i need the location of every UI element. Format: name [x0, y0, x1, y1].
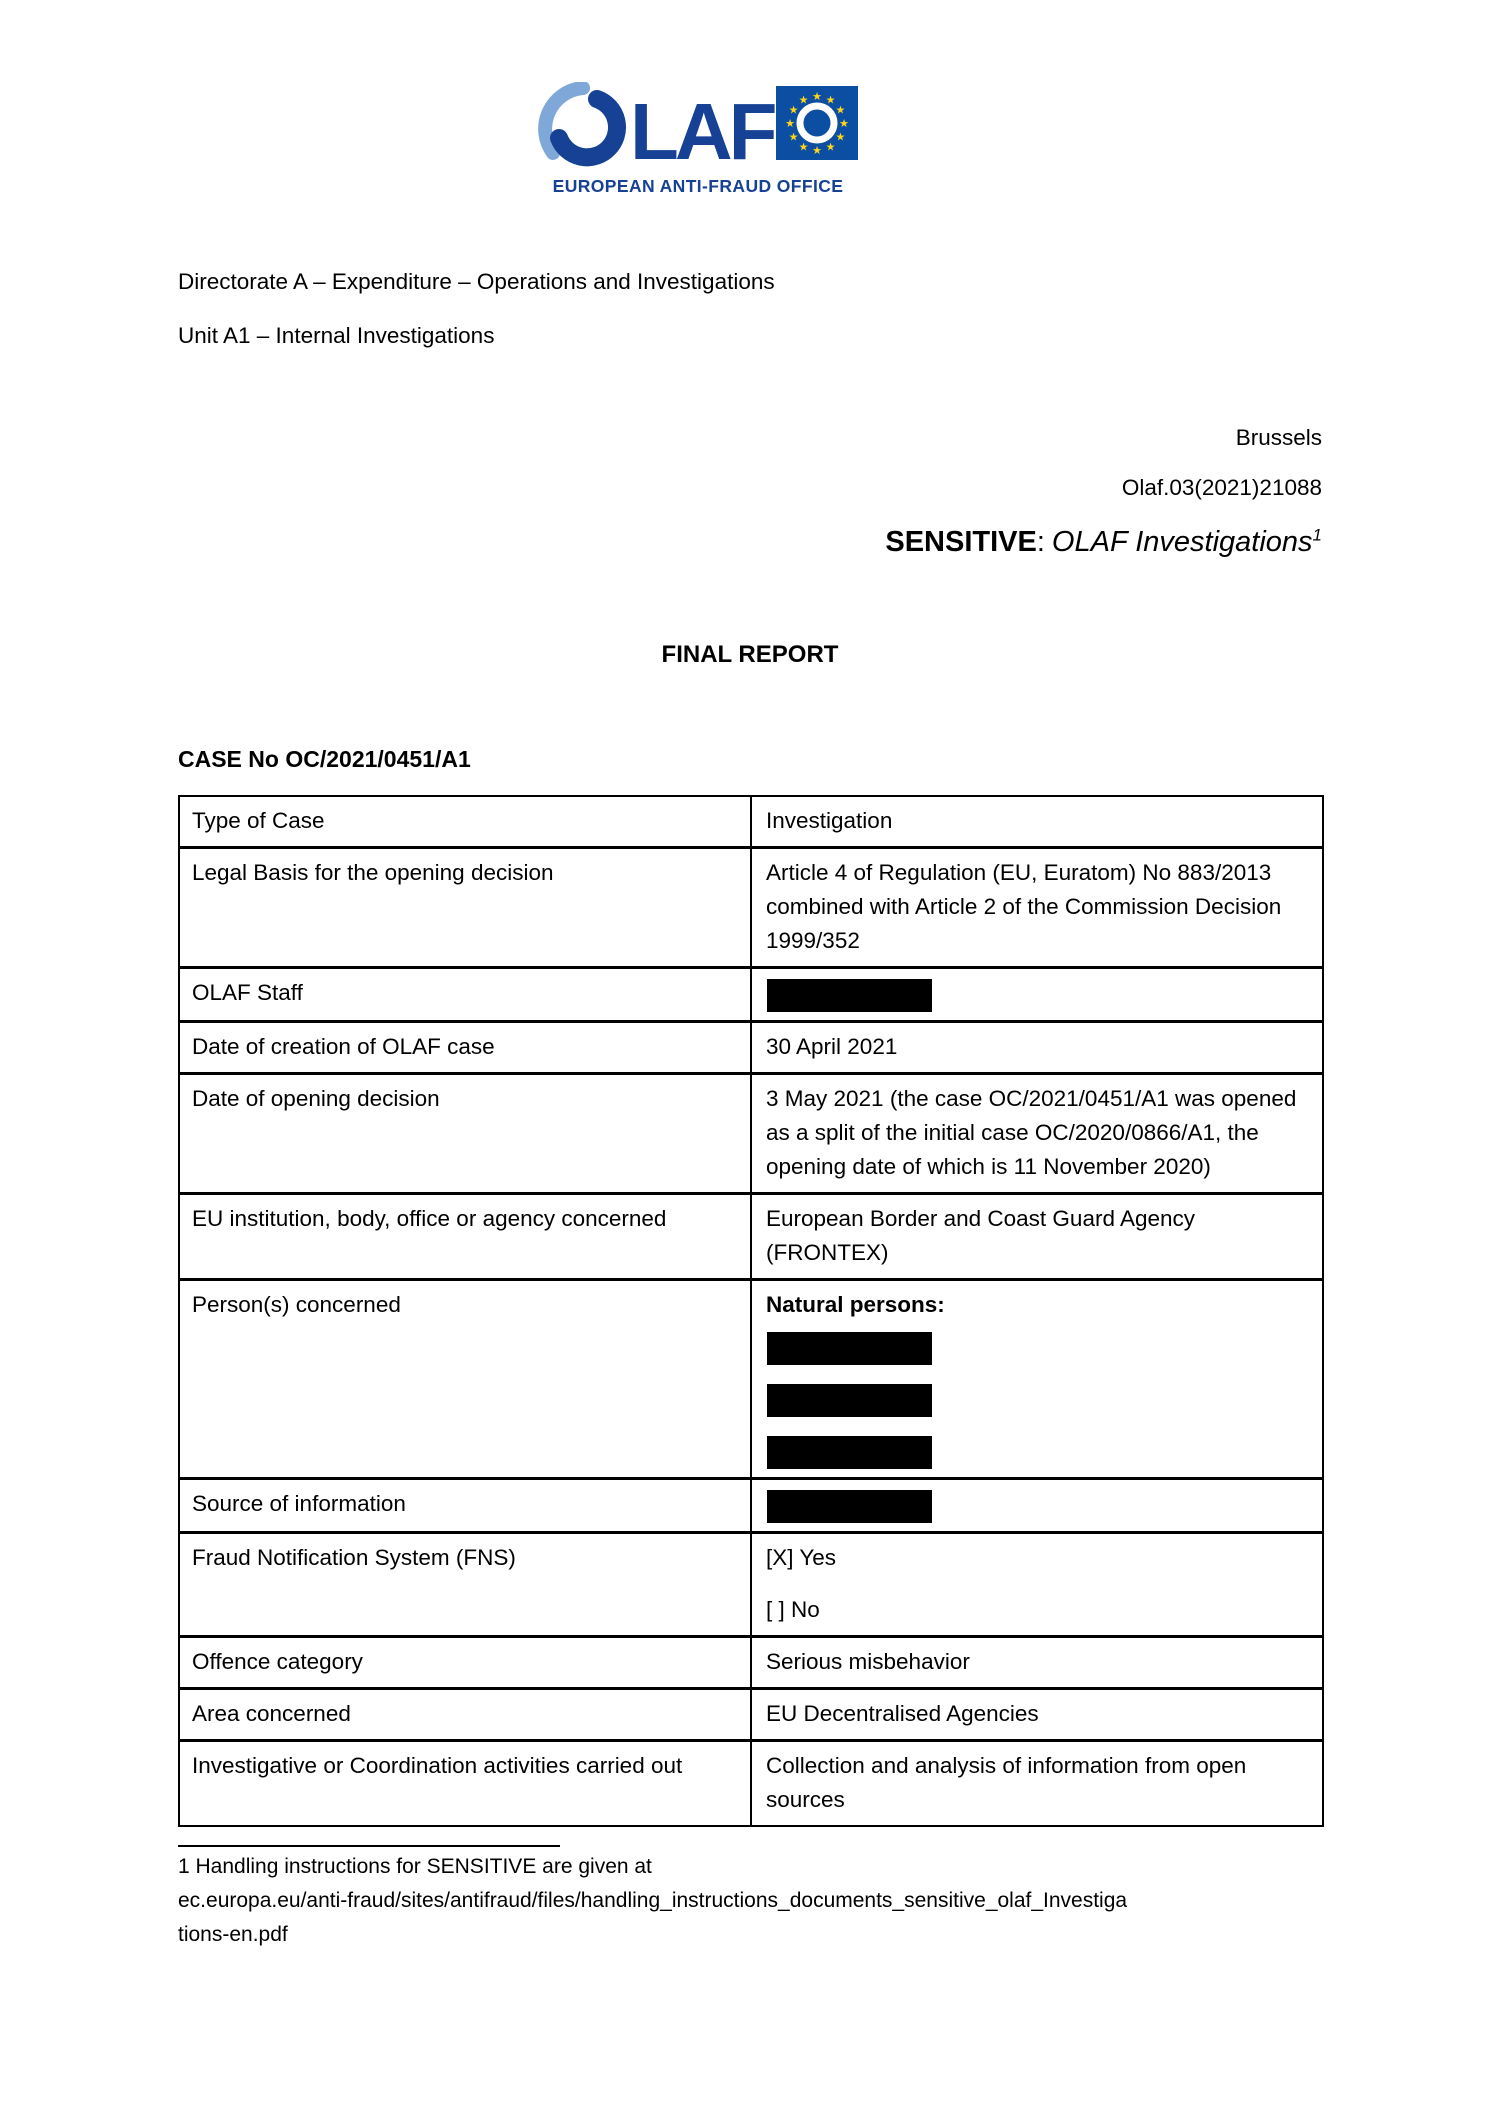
- case-table-row: [179, 1741, 1323, 1827]
- case-table-label: Legal Basis for the opening decision: [192, 860, 554, 885]
- case-table-row: [179, 1479, 1323, 1533]
- eu-star-icon: ★: [788, 104, 799, 117]
- case-table-value: [751, 1689, 1323, 1741]
- case-table-value: [751, 1074, 1323, 1194]
- directorate-line: Directorate A – Expenditure – Operations and Investigations: [178, 269, 775, 294]
- value-text: 3 May 2021 (the case OC/2021/0451/A1 was opened as a split of the initial case OC/2020/0866/A1, the opening date of which is 11 November 2020): [766, 1086, 1297, 1179]
- case-table-value: [751, 1280, 1323, 1479]
- eu-star-icon: ★: [785, 118, 795, 130]
- case-table-label: Person(s) concerned: [192, 1292, 401, 1317]
- redaction-bar: [767, 1490, 932, 1523]
- case-table-value: [751, 1194, 1323, 1280]
- footnote-separator: [178, 1845, 560, 1847]
- case-table-value: [751, 796, 1323, 848]
- case-table-row: [179, 1689, 1323, 1741]
- case-table-value: [751, 1479, 1323, 1533]
- case-table-value: [751, 848, 1323, 968]
- classification-line: [885, 524, 1322, 560]
- value-text: Investigation: [766, 808, 893, 833]
- case-table-label: Date of opening decision: [192, 1086, 440, 1111]
- eu-star-icon: ★: [788, 131, 799, 144]
- document-meta: [885, 424, 1322, 560]
- checkbox-option: [X] Yes: [766, 1545, 837, 1570]
- classification-scope: OLAF Investigations: [1051, 526, 1313, 558]
- case-table-value: [751, 1022, 1323, 1074]
- case-table-value: [751, 1637, 1323, 1689]
- eu-star-icon: ★: [825, 94, 836, 107]
- case-table: [178, 795, 1324, 1827]
- case-table-value: [751, 1533, 1323, 1637]
- classification-colon: :: [1036, 526, 1045, 558]
- case-table-row: [179, 1637, 1323, 1689]
- eu-star-icon: ★: [839, 118, 849, 130]
- classification-footnote-ref: 1: [1312, 525, 1322, 545]
- report-title: FINAL REPORT: [661, 641, 839, 668]
- place-line: Brussels: [1235, 425, 1322, 450]
- value-text: Serious misbehavior: [766, 1649, 970, 1674]
- case-table-label: Offence category: [192, 1649, 363, 1674]
- case-table-row: [179, 1533, 1323, 1637]
- eu-star-icon: ★: [825, 141, 836, 154]
- reference-line: Olaf.03(2021)21088: [1121, 475, 1322, 500]
- eu-star-icon: ★: [835, 104, 846, 117]
- case-table-label: Investigative or Coordination activities carried out: [192, 1753, 683, 1778]
- eu-star-icon: ★: [798, 141, 809, 154]
- case-table-label: Area concerned: [192, 1701, 351, 1726]
- footnote-line: tions-en.pdf: [178, 1923, 288, 1946]
- case-number-heading: CASE No OC/2021/0451/A1: [178, 746, 471, 772]
- olaf-logo-tagline: EUROPEAN ANTI-FRAUD OFFICE: [552, 176, 844, 196]
- value-text: Article 4 of Regulation (EU, Euratom) No 883/2013 combined with Article 2 of the Commission Decision 1999/352: [766, 860, 1282, 953]
- value-text: 30 April 2021: [766, 1034, 898, 1059]
- value-text: Collection and analysis of information from open sources: [766, 1753, 1247, 1812]
- case-table-row: [179, 968, 1323, 1022]
- case-table-row: [179, 1280, 1323, 1479]
- footnote-text: [178, 1850, 1324, 1952]
- eu-star-icon: ★: [798, 94, 809, 107]
- eu-star-icon: ★: [835, 131, 846, 144]
- case-table-label: Type of Case: [192, 808, 325, 833]
- eu-star-icon: ★: [812, 91, 822, 103]
- case-table-label: Fraud Notification System (FNS): [192, 1545, 516, 1570]
- case-table-row: [179, 1194, 1323, 1280]
- main-content: [178, 795, 1324, 1952]
- classification-label: SENSITIVE: [885, 526, 1037, 558]
- case-table-value: [751, 968, 1323, 1022]
- case-table-label: Date of creation of OLAF case: [192, 1034, 495, 1059]
- footnote-line: ec.europa.eu/anti-fraud/sites/antifraud/files/handling_instructions_documents_sensitive_olaf_Investiga: [178, 1889, 1128, 1912]
- eu-star-icon: ★: [812, 145, 822, 157]
- redaction-bar: [767, 979, 932, 1012]
- redaction-bar: [767, 1384, 932, 1417]
- redaction-bar: [767, 1332, 932, 1365]
- case-table-row: [179, 796, 1323, 848]
- case-table-row: [179, 1022, 1323, 1074]
- olaf-logo: [533, 82, 863, 197]
- case-table-row: [179, 1074, 1323, 1194]
- case-table-label: OLAF Staff: [192, 980, 303, 1005]
- case-table-value: [751, 1741, 1323, 1827]
- case-table-label: EU institution, body, office or agency concerned: [192, 1206, 667, 1231]
- olaf-o-dark-ring: [559, 99, 617, 157]
- value-heading: Natural persons:: [766, 1292, 945, 1317]
- redaction-bar: [767, 1436, 932, 1469]
- case-table-label: Source of information: [192, 1491, 406, 1516]
- unit-line: Unit A1 – Internal Investigations: [178, 323, 495, 348]
- footnote-line: 1 Handling instructions for SENSITIVE are given at: [178, 1855, 652, 1878]
- value-text: European Border and Coast Guard Agency (FRONTEX): [766, 1206, 1196, 1265]
- olaf-logo-graphic: [533, 82, 863, 172]
- checkbox-option: [ ] No: [766, 1597, 820, 1622]
- footnote: [178, 1845, 1324, 1952]
- value-text: EU Decentralised Agencies: [766, 1701, 1039, 1726]
- olaf-letters: LAF: [630, 87, 774, 172]
- case-table-row: [179, 848, 1323, 968]
- department-block: [178, 268, 775, 376]
